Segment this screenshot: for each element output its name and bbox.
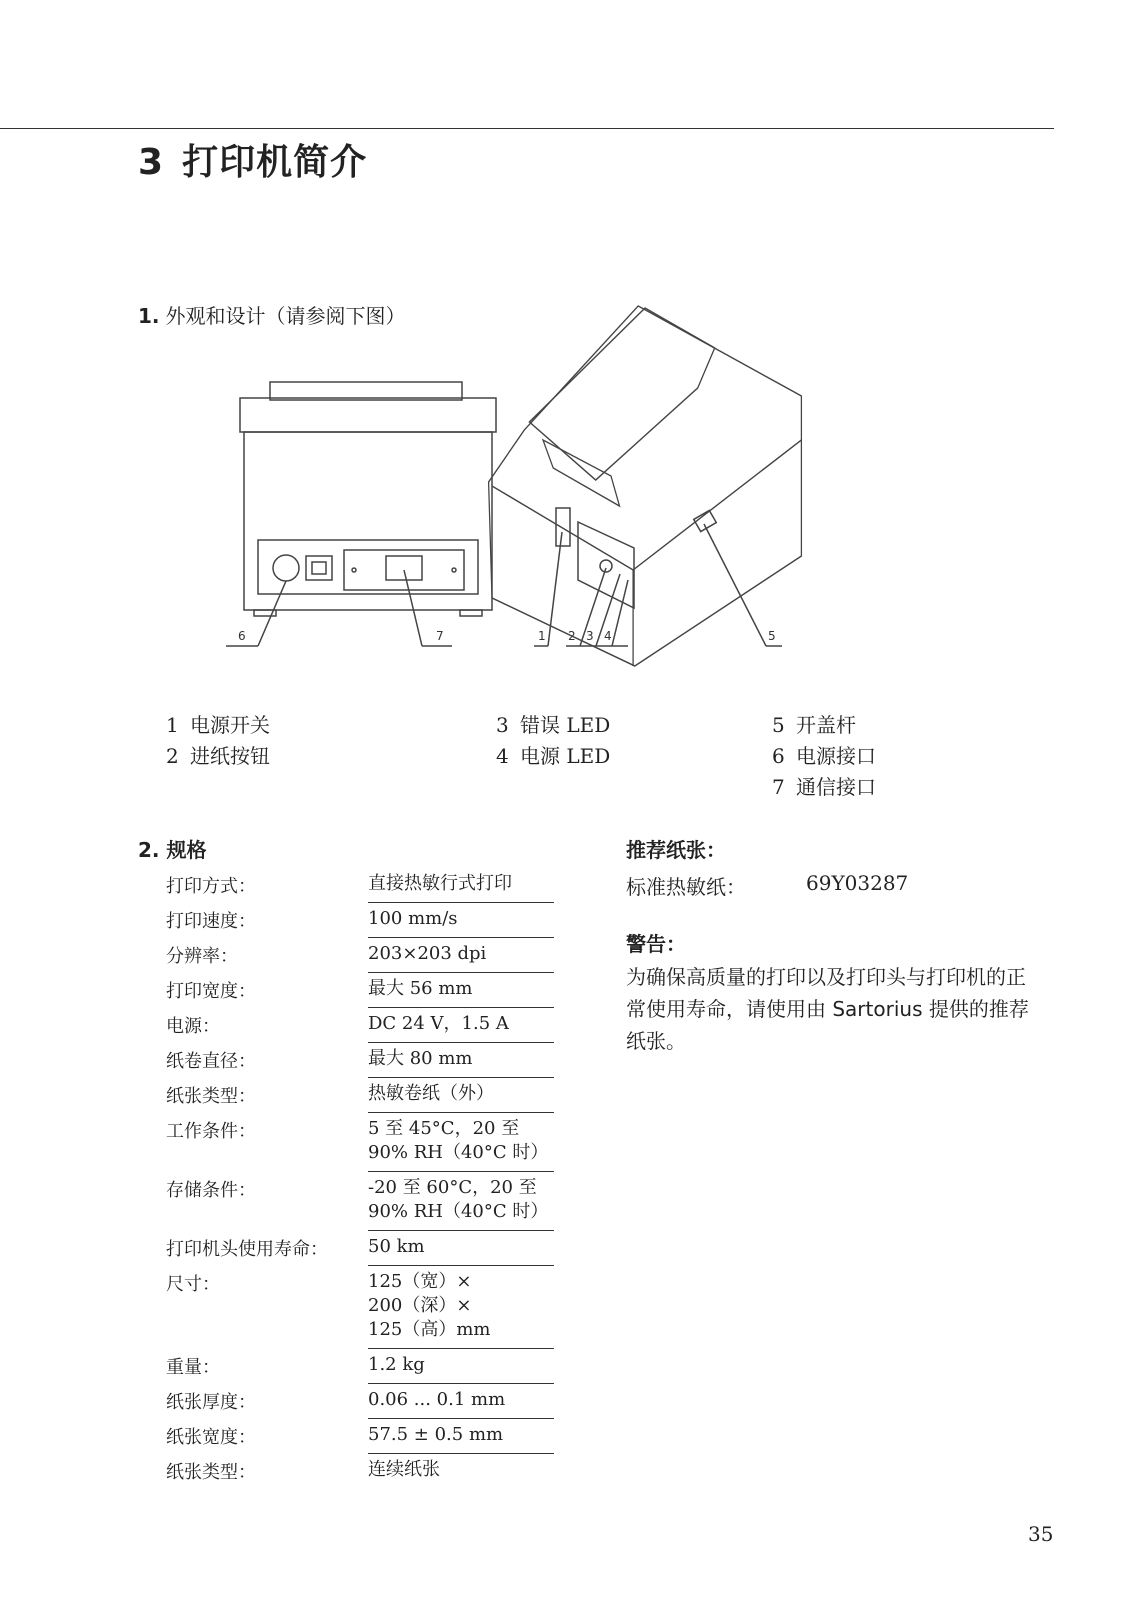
spec-row [166, 1454, 554, 1489]
chapter-title-text: 打印机简介 [182, 142, 368, 183]
callout-1: 1 [538, 629, 546, 643]
spec-table [166, 868, 554, 1488]
spec-row [166, 1078, 554, 1113]
section-2-number: 2. [138, 838, 160, 862]
spec-value: -20 至 60°C，20 至 90% RH（40°C 时） [368, 1172, 554, 1231]
paper-label: 标准热敏纸： [626, 875, 746, 899]
spec-row [166, 1266, 554, 1349]
spec-label: 纸张厚度： [166, 1391, 256, 1413]
spec-value: 57.5 ± 0.5 mm [368, 1419, 554, 1454]
legend-label: 进纸按钮 [190, 744, 270, 768]
spec-value: 最大 80 mm [368, 1043, 554, 1078]
legend-item [166, 710, 270, 741]
callout-5: 5 [768, 629, 776, 643]
legend-label: 错误 LED [520, 713, 611, 737]
chapter-number: 3 [138, 142, 165, 183]
section-1-title: 外观和设计（请参阅下图） [165, 304, 406, 328]
legend-item [166, 741, 270, 772]
legend-column-3 [772, 710, 876, 803]
printer-isometric-view [489, 306, 802, 666]
page-number: 35 [1028, 1522, 1054, 1546]
warning-heading: 警告： [626, 932, 686, 956]
spec-value: 连续纸张 [368, 1459, 440, 1480]
spec-row [166, 1172, 554, 1231]
callout-6: 6 [238, 629, 246, 643]
paper-warning-block [626, 834, 1040, 1057]
spec-row [166, 1043, 554, 1078]
spec-label: 电源： [166, 1015, 220, 1037]
spec-row [166, 1349, 554, 1384]
spec-label: 重量： [166, 1356, 220, 1378]
spec-label: 纸卷直径： [166, 1050, 256, 1072]
legend-number: 4 [496, 744, 509, 768]
spec-value: 最大 56 mm [368, 973, 554, 1008]
legend-label: 通信接口 [796, 775, 876, 799]
spec-row [166, 1008, 554, 1043]
legend-column-2 [496, 710, 610, 772]
legend-number: 5 [772, 713, 785, 737]
spec-value: 热敏卷纸（外） [368, 1078, 554, 1113]
spec-label: 打印机头使用寿命： [166, 1238, 328, 1260]
legend-item [496, 741, 610, 772]
spec-label: 打印宽度： [166, 980, 256, 1002]
spec-value: 100 mm/s [368, 903, 554, 938]
spec-label: 分辨率： [166, 945, 238, 967]
paper-value: 69Y03287 [806, 871, 909, 895]
spec-label: 打印速度： [166, 910, 256, 932]
spec-label: 纸张类型： [166, 1461, 256, 1483]
section-2-title: 规格 [166, 838, 207, 862]
spec-value: 5 至 45°C，20 至 90% RH（40°C 时） [368, 1113, 554, 1172]
legend-number: 6 [772, 744, 785, 768]
spec-value: 1.2 kg [368, 1349, 554, 1384]
spec-label: 打印方式： [166, 876, 256, 897]
top-rule [0, 128, 1054, 129]
spec-value: 直接热敏行式打印 [368, 868, 554, 903]
spec-row [166, 868, 554, 903]
printer-diagram [226, 300, 806, 670]
spec-row [166, 1384, 554, 1419]
spec-label: 尺寸： [166, 1273, 220, 1295]
spec-value: 203×203 dpi [368, 938, 554, 973]
legend-label: 开盖杆 [796, 713, 856, 737]
spec-label: 纸张宽度： [166, 1426, 256, 1448]
legend-label: 电源 LED [520, 744, 611, 768]
chapter-title [138, 134, 367, 185]
section-2-heading [138, 834, 206, 863]
legend-number: 2 [166, 744, 179, 768]
callout-7: 7 [436, 629, 444, 643]
spec-value: 0.06 ... 0.1 mm [368, 1384, 554, 1419]
spec-value: 50 km [368, 1231, 554, 1266]
recommended-paper-heading: 推荐纸张： [626, 838, 726, 862]
spec-row [166, 1113, 554, 1172]
legend-label: 电源开关 [190, 713, 270, 737]
spec-row [166, 1419, 554, 1454]
spec-value: DC 24 V，1.5 A [368, 1008, 554, 1043]
spec-label: 工作条件： [166, 1120, 256, 1142]
spec-row [166, 938, 554, 973]
legend-number: 1 [166, 713, 179, 737]
spec-value: 125（宽）× 200（深）× 125（高）mm [368, 1266, 554, 1349]
legend-item [496, 710, 610, 741]
legend-column-1 [166, 710, 270, 772]
callout-4: 4 [604, 629, 612, 643]
legend-number: 7 [772, 775, 785, 799]
legend-item [772, 741, 876, 772]
legend-label: 电源接口 [796, 744, 876, 768]
callout-2: 2 [568, 629, 576, 643]
paper-row [626, 871, 1040, 900]
spec-row [166, 973, 554, 1008]
spec-row [166, 903, 554, 938]
spec-row [166, 1231, 554, 1266]
warning-text: 为确保高质量的打印以及打印头与打印机的正常使用寿命，请使用由 Sartorius 提供的推荐纸张。 [626, 965, 1029, 1053]
section-1-number: 1. [138, 304, 160, 328]
printer-rear-view [226, 382, 496, 646]
spec-label: 存储条件： [166, 1179, 256, 1201]
spec-label: 纸张类型： [166, 1085, 256, 1107]
legend-number: 3 [496, 713, 509, 737]
callout-3: 3 [586, 629, 594, 643]
legend-item [772, 710, 876, 741]
legend-item [772, 772, 876, 803]
